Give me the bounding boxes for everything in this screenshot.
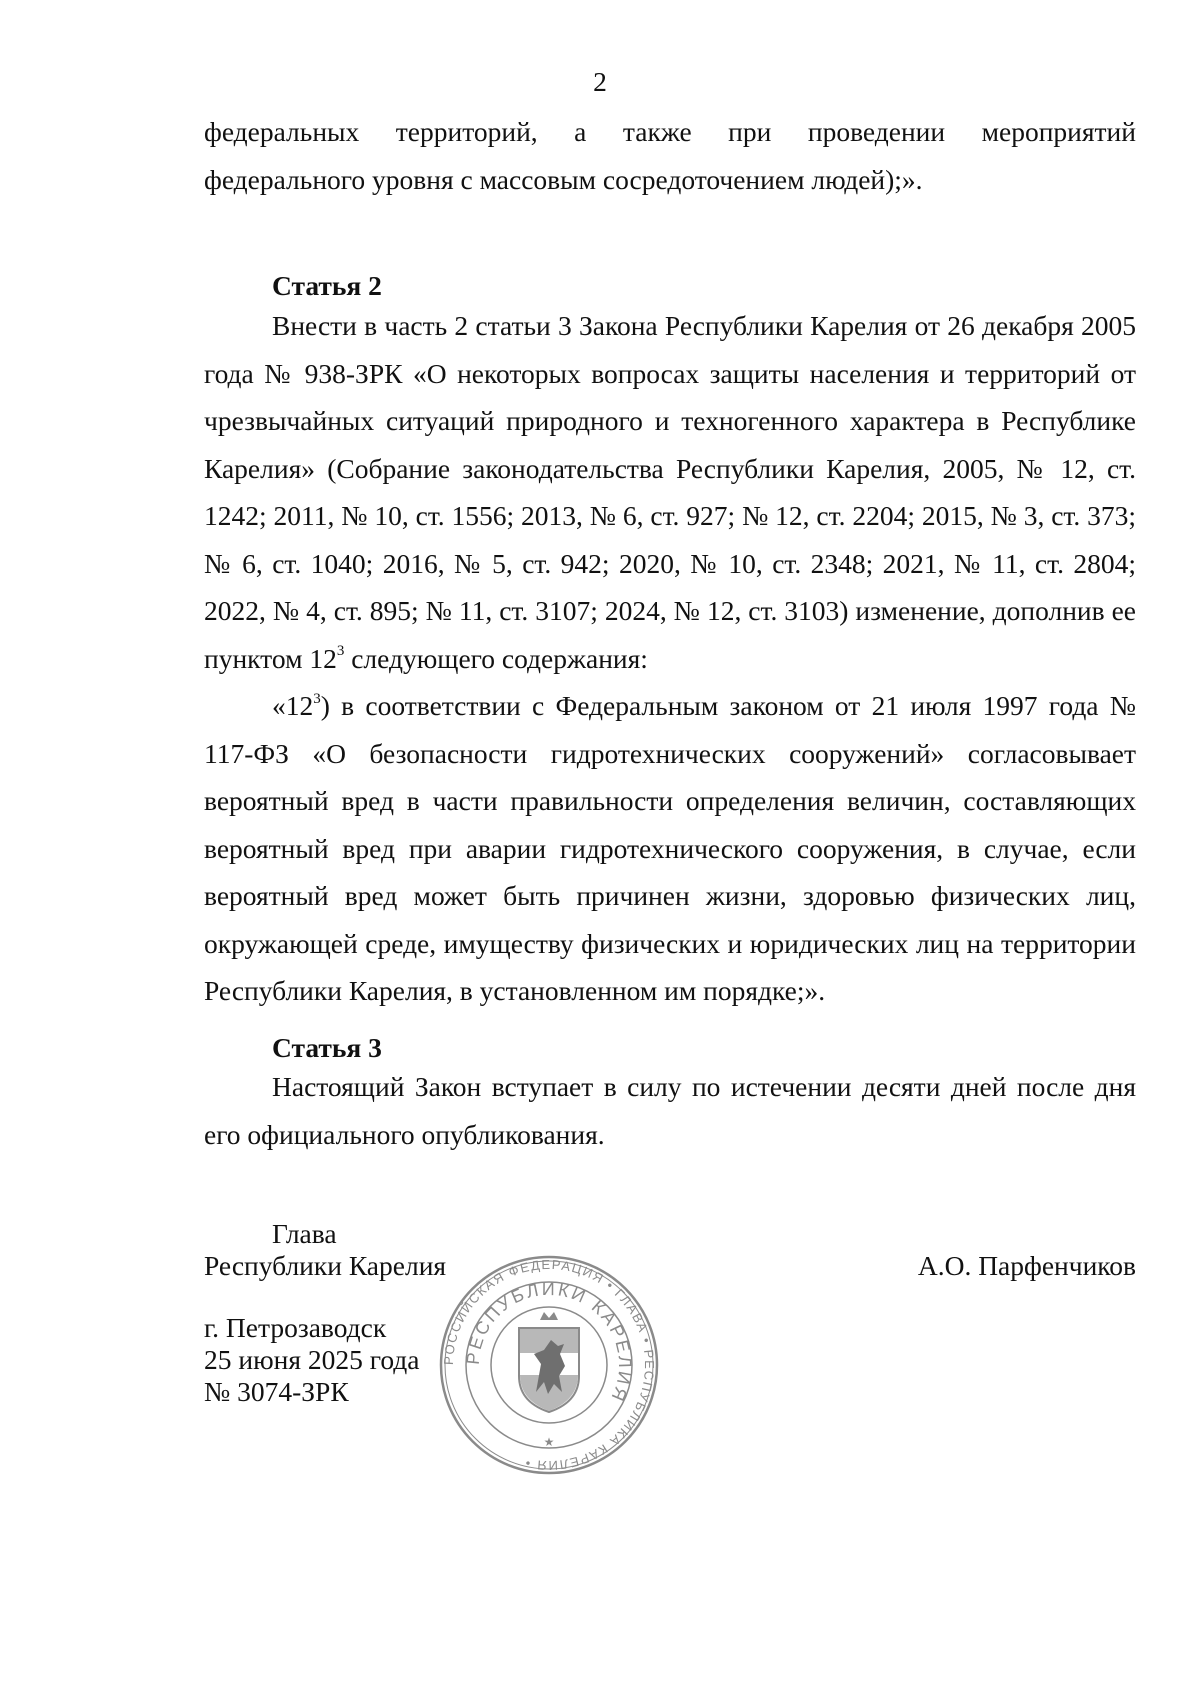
coat-of-arms-icon bbox=[519, 1312, 579, 1412]
signature-position-line-1: Глава bbox=[272, 1218, 337, 1249]
article-2-body bbox=[204, 302, 1136, 1015]
article-2-sup: 3 bbox=[336, 643, 345, 660]
signatory-name: А.О. Парфенчиков bbox=[917, 1250, 1136, 1281]
intro-line-1: федеральных территорий, а также при проведении мероприятий bbox=[204, 116, 1136, 147]
article-3-body bbox=[204, 1063, 1136, 1158]
article-2-quote bbox=[204, 682, 1136, 1015]
page-number: 2 bbox=[593, 66, 607, 97]
intro-paragraph bbox=[204, 108, 1136, 203]
signature-position-line-2: Республики Карелия bbox=[204, 1250, 447, 1281]
place-of-signing: г. Петрозаводск bbox=[204, 1312, 387, 1343]
stamp-inner-text: РЕСПУБЛИКИ КАРЕЛИЯ bbox=[462, 1278, 636, 1407]
article-3-title: Статья 3 bbox=[272, 1032, 382, 1063]
article-2-paragraph bbox=[204, 302, 1136, 682]
quote-text: ) в соответствии с Федеральным законом от 21 июля 1997 года № 117-ФЗ «О безопасности гидротехнических сооружений» согласовывает вероятный вред в части правильности определения величин, составляющих вероятный вред при аварии гидротехнического сооружения, в случае, если вероятный вред может быть причинен жизни, здоровью физических лиц, окружающей среде, имуществу физических и юридических лиц на территории Республики Карелия, в установленном им порядке;». bbox=[204, 690, 1136, 1006]
intro-line-2: федерального уровня с массовым сосредоточением людей);». bbox=[204, 163, 923, 195]
official-seal-stamp bbox=[438, 1254, 660, 1476]
article-2-text-end: следующего содержания: bbox=[344, 642, 648, 674]
article-2-title: Статья 2 bbox=[272, 270, 382, 301]
law-number: № 3074-ЗРК bbox=[204, 1376, 349, 1407]
quote-open: «12 bbox=[272, 690, 314, 721]
signing-date: 25 июня 2025 года bbox=[204, 1344, 420, 1375]
svg-text:★: ★ bbox=[543, 1435, 555, 1449]
stamp-outer-text: РОССИЙСКАЯ ФЕДЕРАЦИЯ • ГЛАВА • РЕСПУБЛИКА КАРЕЛИЯ • bbox=[440, 1256, 658, 1474]
article-3-paragraph: Настоящий Закон вступает в силу по истечении десяти дней после дня его официального опубликования. bbox=[204, 1071, 1136, 1150]
article-2-text: Внести в часть 2 статьи 3 Закона Республики Карелия от 26 декабря 2005 года № 938-ЗРК «О некоторых вопросах защиты населения и территорий от чрезвычайных ситуаций природного и техногенного характера в Республике Карелия» (Собрание законодательства Республики Карелия, 2005, № 12, ст. 1242; 2011, № 10, ст. 1556; 2013, № 6, ст. 927; № 12, ст. 2204; 2015, № 3, ст. 373; № 6, ст. 1040; 2016, № 5, ст. 942; 2020, № 10, ст. 2348; 2021, № 11, ст. 2804; 2022, № 4, ст. 895; № 11, ст. 3107; 2024, № 12, ст. 3103) изменение, дополнив ее пунктом 12 bbox=[204, 310, 1137, 674]
quote-sup: 3 bbox=[313, 690, 321, 707]
